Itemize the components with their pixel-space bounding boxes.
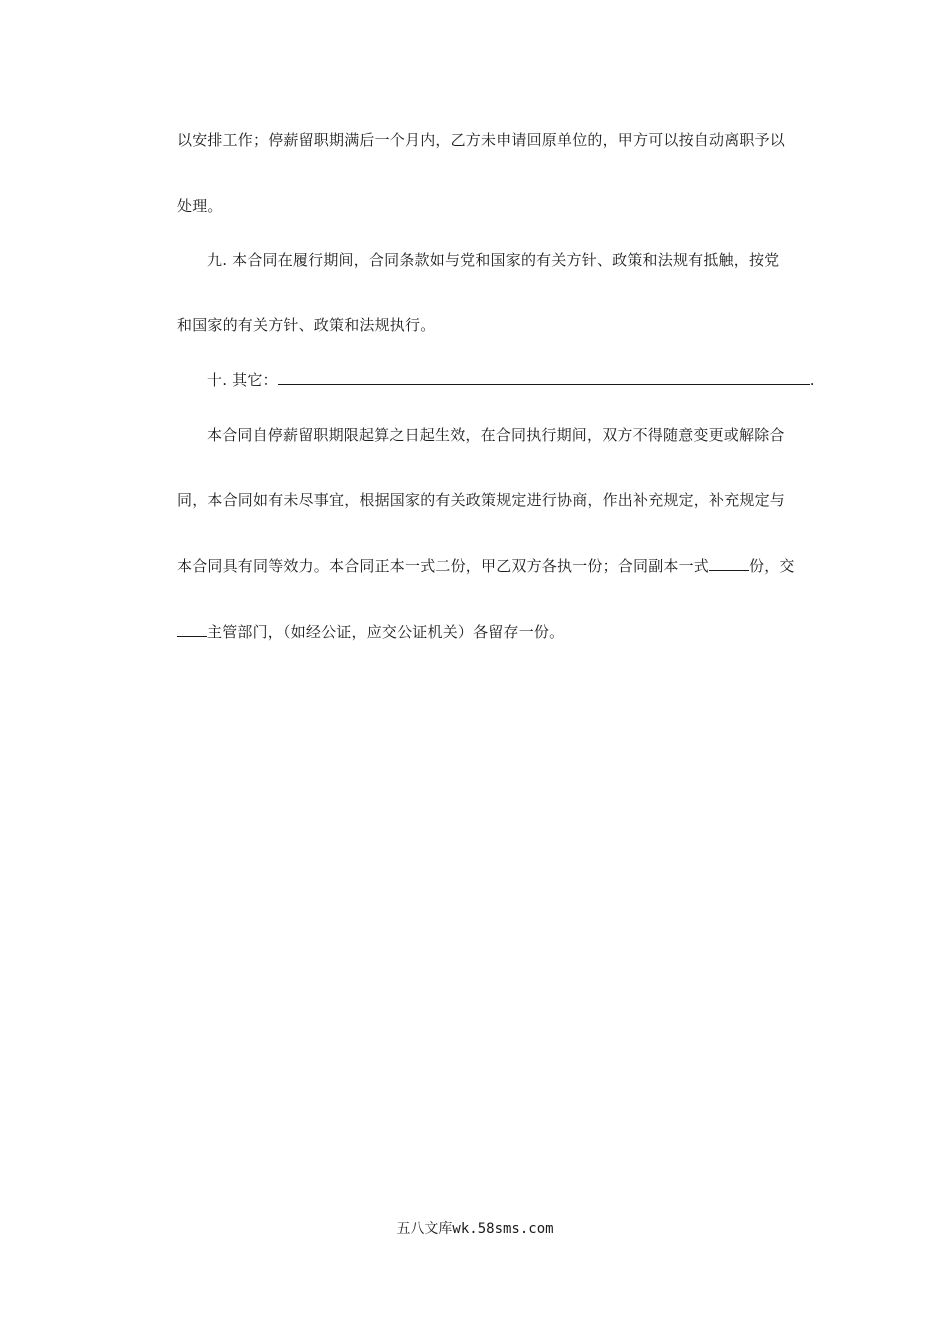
line-text: 主管部门，（如经公证，应交公证机关）各留存一份。 — [207, 623, 565, 641]
line-text: 本合同具有同等效力。本合同正本一式二份，甲乙双方各执一份；合同副本一式 — [177, 557, 710, 575]
clause-ten-end: . — [809, 371, 815, 389]
line-text: 九. 本合同在履行期间，合同条款如与党和国家的有关方针、政策和法规有抵触，按党 — [207, 251, 780, 269]
fill-in-blank — [278, 370, 810, 385]
fill-in-blank — [177, 622, 207, 637]
clause-ten-label: 十. 其它： — [207, 371, 278, 389]
line-text: 处理。 — [177, 197, 223, 215]
paragraph-line — [177, 622, 564, 642]
line-text: 本合同自停薪留职期限起算之日起生效，在合同执行期间，双方不得随意变更或解除合 — [207, 426, 785, 444]
paragraph-line — [207, 425, 785, 445]
footer-text: 五八文库wk.58sms.com — [396, 1221, 554, 1237]
page-footer — [0, 1219, 950, 1239]
paragraph-line — [177, 196, 223, 216]
paragraph-line — [177, 315, 435, 335]
line-text: 和国家的有关方针、政策和法规执行。 — [177, 316, 436, 334]
paragraph-line — [177, 130, 785, 150]
fill-in-blank — [709, 556, 749, 571]
line-text: 同，本合同如有未尽事宜，根据国家的有关政策规定进行协商，作出补充规定，补充规定与 — [177, 491, 786, 509]
clause-ten-line — [207, 370, 815, 390]
paragraph-line — [177, 490, 785, 510]
clause-nine-line — [207, 250, 779, 270]
paragraph-line — [177, 556, 795, 576]
line-text: 份，交 — [749, 557, 795, 575]
line-text: 以安排工作；停薪留职期满后一个月内，乙方未申请回原单位的，甲方可以按自动离职予以 — [177, 131, 786, 149]
